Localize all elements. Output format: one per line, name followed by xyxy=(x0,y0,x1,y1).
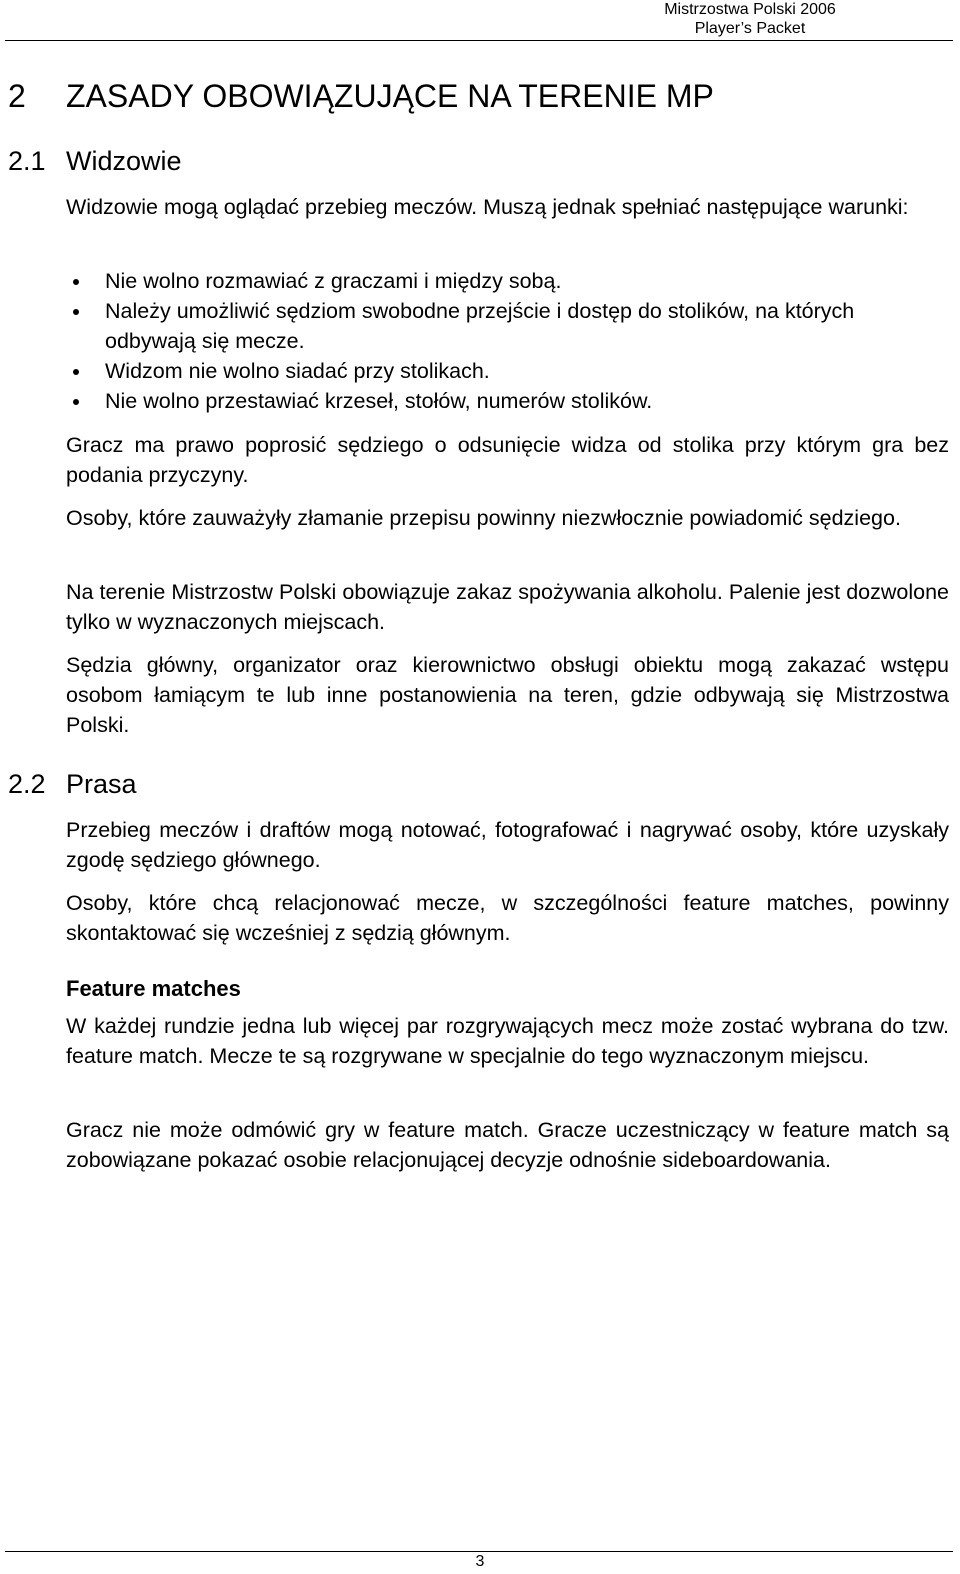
subsection-heading-prasa xyxy=(8,767,137,801)
list-item: Należy umożliwić sędziom swobodne przejście i dostęp do stolików, na których odbywają się mecze. xyxy=(66,296,949,356)
prasa-paragraph-2: Osoby, które chcą relacjonować mecze, w szczególności feature matches, powinny skontaktować się wcześniej z sędzią głównym. xyxy=(66,891,949,945)
subsection-number: 2.1 xyxy=(8,146,46,176)
section-number: 2 xyxy=(8,78,26,114)
list-item: Nie wolno przestawiać krzeseł, stołów, numerów stolików. xyxy=(66,386,949,416)
header-event-title: Mistrzostwa Polski 2006 xyxy=(664,1,836,18)
widzowie-intro-paragraph: Widzowie mogą oglądać przebieg meczów. Muszą jednak spełniać następujące warunki: xyxy=(66,195,909,219)
running-header xyxy=(550,0,950,38)
feature-matches-heading: Feature matches xyxy=(66,976,241,1001)
subsection-heading-widzowie xyxy=(8,144,182,178)
header-divider xyxy=(5,40,953,41)
widzowie-paragraph-1: Gracz ma prawo poprosić sędziego o odsunięcie widza od stolika przy którym gra bez podania przyczyny. xyxy=(66,433,949,487)
prasa-paragraph-1: Przebieg meczów i draftów mogą notować, fotografować i nagrywać osoby, które uzyskały zgodę sędziego głównego. xyxy=(66,818,949,872)
list-item: Widzom nie wolno siadać przy stolikach. xyxy=(66,356,949,386)
header-document-title: Player’s Packet xyxy=(694,20,806,37)
widzowie-paragraph-2: Osoby, które zauważyły złamanie przepisu powinny niezwłocznie powiadomić sędziego. xyxy=(66,506,901,530)
subsection-title: Widzowie xyxy=(66,146,182,176)
subsection-number: 2.2 xyxy=(8,769,46,799)
section-heading xyxy=(8,76,714,116)
feature-paragraph-2: Gracz nie może odmówić gry w feature match. Gracze uczestniczący w feature match są zobowiązane pokazać osobie relacjonującej decyzje odnośnie sideboardowania. xyxy=(66,1118,949,1172)
section-title: ZASADY OBOWIĄZUJĄCE NA TERENIE MP xyxy=(66,78,714,114)
widzowie-paragraph-3: Na terenie Mistrzostw Polski obowiązuje zakaz spożywania alkoholu. Palenie jest dozwolone tylko w wyznaczonych miejscach. xyxy=(66,580,949,634)
feature-paragraph-1: W każdej rundzie jedna lub więcej par rozgrywających mecz może zostać wybrana do tzw. feature match. Mecze te są rozgrywane w specjalnie do tego wyznaczonym miejscu. xyxy=(66,1014,949,1068)
list-item: Nie wolno rozmawiać z graczami i między sobą. xyxy=(66,266,949,296)
page-number: 3 xyxy=(475,1553,485,1570)
widzowie-rules-list xyxy=(66,266,949,416)
widzowie-paragraph-4: Sędzia główny, organizator oraz kierownictwo obsługi obiektu mogą zakazać wstępu osobom łamiącym te lub inne postanowienia na teren, gdzie odbywają się Mistrzostwa Polski. xyxy=(66,653,949,737)
subsection-title: Prasa xyxy=(66,769,137,799)
